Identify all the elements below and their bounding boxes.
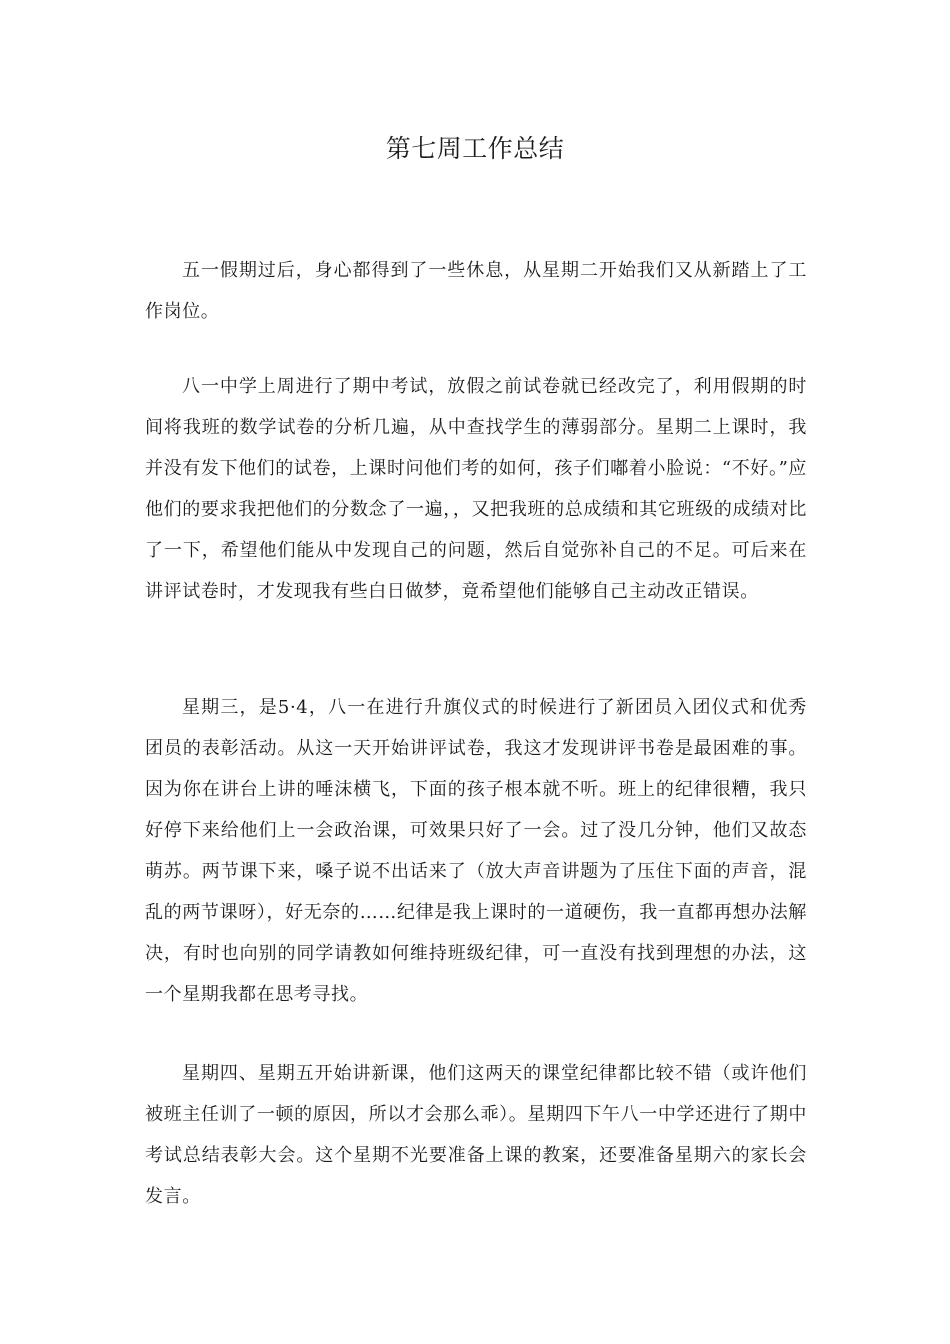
paragraph-midterm-review: 八一中学上周进行了期中考试，放假之前试卷就已经改完了，利用假期的时间将我班的数学试卷的分析几遍，从中查找学生的薄弱部分。星期二上课时，我并没有发下他们的试卷，上课时问他们考的如何，孩子们嘟着小脸说：“不好。”应他们的要求我把他们的分数念了一遍，，又把我班的总成绩和其它班级的成绩对比了一下，希望他们能从中发现自己的问题，然后自觉弥补自己的不足。可后来在讲评试卷时，才发现我有些白日做梦，竟希望他们能够自己主动改正错误。 [145,376,807,602]
paragraph-holiday-return: 五一假期过后，身心都得到了一些休息，从星期二开始我们又从新踏上了工作岗位。 [145,260,807,322]
page-title: 第七周工作总结 [385,134,565,163]
paragraph-wednesday-discipline: 星期三，是5·4，八一在进行升旗仪式的时候进行了新团员入团仪式和优秀团员的表彰活动。从这一天开始讲评试卷，我这才发现讲评书卷是最困难的事。因为你在讲台上讲的唾沫横飞，下面的孩子根本就不听。班上的纪律很糟，我只好停下来给他们上一会政治课，可效果只好了一会。过了没几分钟，他们又故态萌苏。两节课下来，嗓子说不出话来了（放大声音讲题为了压住下面的声音，混乱的两节课呀），好无奈的……纪律是我上课时的一道硬伤，我一直都再想办法解决，有时也向别的同学请教如何维持班级纪律，可一直没有找到理想的办法，这一个星期我都在思考寻找。 [145,697,807,1005]
paragraph-thursday-friday: 星期四、星期五开始讲新课，他们这两天的课堂纪律都比较不错（或许他们被班主任训了一顿的原因，所以才会那么乖）。星期四下午八一中学还进行了期中考试总结表彰大会。这个星期不光要准备上课的教案，还要准备星期六的家长会发言。 [145,1063,807,1207]
